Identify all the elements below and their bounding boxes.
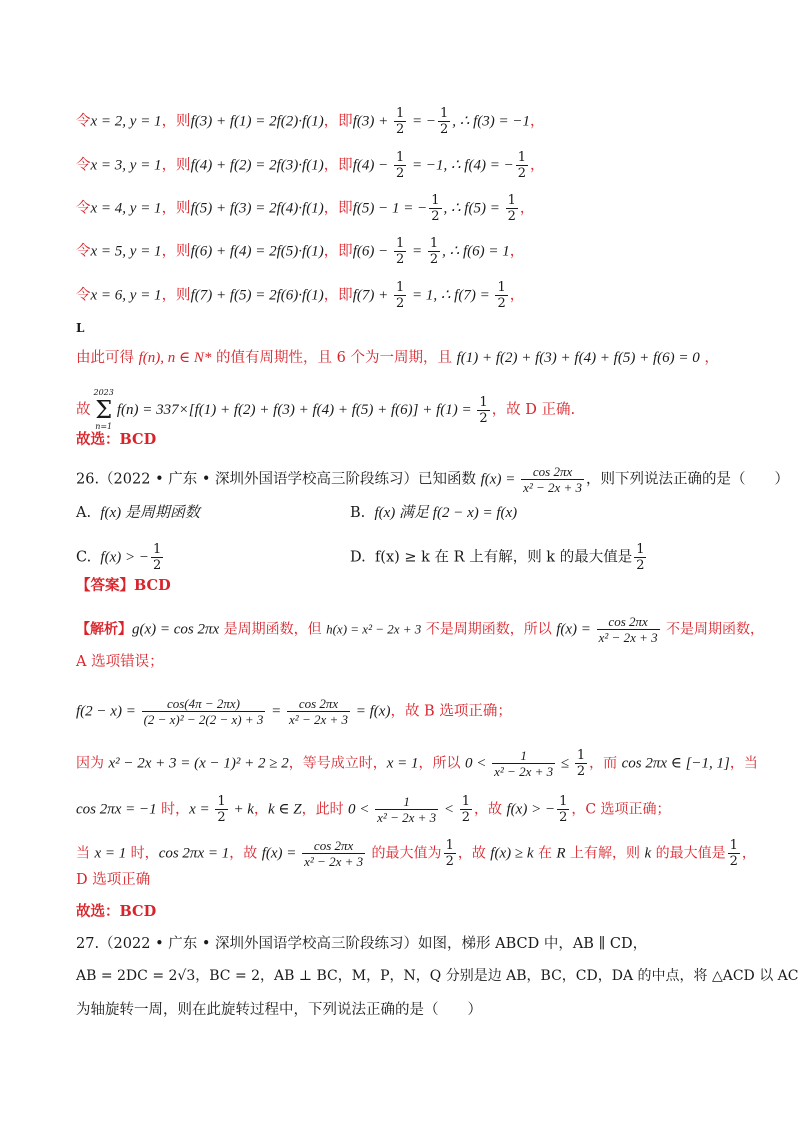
analysis-line-6 [76, 838, 756, 869]
analysis-l3-rhs: = f(x) [352, 703, 391, 720]
q26-option-c-fraction: $\frac{1}{2}$ [152, 542, 162, 573]
analysis-l6-d: cos 2πx = 1 [158, 845, 230, 862]
derivation-line [76, 236, 736, 267]
derivation-vars: x = 4, y = 1 [90, 200, 162, 217]
derivation-result-mid: = 1, ∴ f(7) = [408, 287, 494, 304]
sum-text-b: ，故 D 正确. [491, 402, 576, 418]
analysis-l5-fraction-2: $\frac{1}{\text{x² − 2x + 3}}$ [377, 794, 437, 825]
derivation-result-mid: , ∴ f(5) = [443, 200, 504, 217]
analysis-l4-a: 因为 [76, 755, 109, 772]
analysis-l6-g: 的最大值为 [367, 845, 442, 862]
periodicity-math-a: f(n), n ∈ N* [138, 350, 212, 366]
derivation-fraction-1: $\frac{1}{2}$ [395, 150, 405, 181]
derivation-end: ， [509, 243, 525, 260]
q26-stem-b: ，则下列说法正确的是（ ） [586, 471, 790, 488]
derivation-line [76, 280, 736, 311]
analysis-l4-m: x² − 2x + 3 = (x − 1)² + 2 ≥ 2 [108, 755, 289, 772]
analysis-l6-k: R [556, 845, 566, 862]
derivation-fraction-2: $\frac{1}{2}$ [440, 106, 449, 137]
derivation-equation: f(5) + f(3) = 2f(4)·f(1) [190, 200, 324, 217]
derivation-end: ， [529, 113, 545, 130]
q26-func-lhs: f(x) = [480, 471, 520, 488]
analysis-l5-b: 时， [156, 801, 190, 818]
derivation-fraction-2: $\frac{1}{2}$ [429, 236, 439, 267]
derivation-end: ， [529, 157, 545, 174]
analysis-l5-fraction-1: $\frac{1}{2}$ [217, 794, 226, 825]
analysis-l6-c: 时， [126, 845, 159, 862]
analysis-l1-b: 是周期函数，但 [219, 621, 327, 638]
analysis-line-7: D 选项正确 [76, 872, 151, 888]
derivation-prefix: 令 [76, 113, 91, 130]
derivation-sep: ，则 [161, 157, 191, 174]
analysis-l5-fraction-4: $\frac{1}{2}$ [559, 794, 568, 825]
derivation-sep2: ，即 [323, 200, 353, 217]
derivation-result-left: f(6) − [352, 243, 392, 260]
analysis-l3-lhs: f(2 − x) = [76, 703, 140, 720]
choose-25: 故选：BCD [76, 431, 157, 448]
analysis-l5-fraction-3: $\frac{1}{2}$ [461, 794, 471, 825]
analysis-l4-fraction-2: $\frac{1}{2}$ [576, 748, 586, 779]
stray-mark: L [76, 321, 85, 335]
derivation-conclusion: , ∴ f(3) = −1 [452, 113, 530, 130]
analysis-l1-e: f(x) = [556, 621, 595, 638]
derivation-fraction-1: $\frac{1}{2}$ [395, 280, 405, 311]
analysis-l1-f: 不是周期函数， [661, 621, 765, 638]
analysis-l3-tail: ，故 B 选项正确； [390, 703, 512, 720]
derivation-equation: f(4) + f(2) = 2f(3)·f(1) [190, 157, 324, 174]
q26-option-a: A. f(x) 是周期函数 [76, 505, 200, 521]
derivation-result-left: f(3) + [352, 113, 392, 130]
q26-options-row-1 [76, 503, 736, 523]
analysis-l3-fraction-1: $\frac{\cos(4\pi - 2\pi x)}{\text{(2 − x)² − 2(2 − x) + 3}}$ [143, 696, 264, 727]
analysis-l4-c: x = 1 [386, 755, 419, 772]
q26-answer: 【答案】BCD [76, 577, 171, 594]
q27-line-2: AB = 2DC = 2√3，BC = 2，AB ⊥ BC，M，P，N，Q 分别是边 AB，BC，CD，DA 的中点，将 △ACD 以 AC [76, 968, 799, 984]
derivation-vars: x = 2, y = 1 [90, 113, 162, 130]
sigma-symbol: 2023 Σ n=1 [93, 388, 114, 431]
derivation-line [76, 106, 736, 137]
analysis-l6-h: ，故 [457, 845, 491, 862]
derivation-sep2: ，即 [323, 157, 353, 174]
derivation-result-mid: = −1, ∴ f(4) = − [408, 157, 514, 174]
analysis-l4-f: ≤ [557, 755, 573, 772]
analysis-l6-m: k [644, 845, 652, 862]
analysis-l3-fraction-2: $\frac{\cos 2\pi x}{\text{x² − 2x + 3}}$ [289, 696, 349, 727]
derivation-prefix: 令 [76, 157, 91, 174]
analysis-l6-o: ， [741, 845, 756, 862]
analysis-h-def: h(x) = x² − 2x + 3 [326, 621, 422, 637]
analysis-l3-eq: = [267, 703, 286, 720]
analysis-l4-fraction-1: $\frac{1}{\text{x² − 2x + 3}}$ [494, 748, 554, 779]
analysis-l4-i: ，当 [729, 755, 758, 772]
analysis-l4-b: ，等号成立时， [288, 755, 387, 772]
analysis-l6-l: 上有解，则 [565, 845, 645, 862]
periodicity-text-a: 由此可得 [76, 350, 139, 366]
analysis-line-3 [76, 696, 736, 727]
derivation-fraction-2: $\frac{1}{2}$ [507, 193, 516, 224]
analysis-l6-e: ，故 [229, 845, 262, 862]
analysis-line-5 [76, 794, 736, 825]
derivation-fraction-1: $\frac{1}{2}$ [395, 236, 405, 267]
sum-math: f(n) = 337×[f(1) + f(2) + f(3) + f(4) + f(5) + f(6)] + f(1) = [116, 402, 476, 418]
periodicity-line [76, 348, 736, 368]
analysis-l4-h: cos 2πx ∈ [−1, 1] [621, 755, 730, 772]
derivation-line [76, 150, 736, 181]
analysis-line-1 [76, 614, 765, 645]
periodicity-math-b: f(1) + f(2) + f(3) + f(4) + f(5) + f(6) = 0 [456, 350, 700, 366]
analysis-l5-i: < [440, 801, 458, 818]
q26-options-row-2 [76, 542, 736, 573]
derivation-fraction-1: $\frac{1}{2}$ [395, 106, 405, 137]
sum-fraction: $\frac{1}{2}$ [479, 394, 488, 426]
analysis-tag: 【解析】 [76, 621, 132, 638]
analysis-l6-fraction-1: $\frac{\cos 2\pi x}{\text{x² − 2x + 3}}$ [304, 838, 364, 869]
derivation-sep2: ，即 [323, 287, 353, 304]
analysis-l4-e: 0 < [465, 755, 491, 772]
derivation-sep: ，则 [161, 243, 191, 260]
analysis-l5-a: cos 2πx = −1 [76, 801, 157, 818]
analysis-l4-d: ，所以 [418, 755, 465, 772]
derivation-line [76, 193, 736, 224]
sum-line [76, 388, 736, 432]
derivation-vars: x = 3, y = 1 [90, 157, 162, 174]
analysis-l5-l: ，C 选项正确； [571, 801, 671, 818]
analysis-l1-d: 不是周期函数，所以 [421, 621, 557, 638]
derivation-result-mid: = [408, 243, 426, 260]
analysis-l1-fraction: $\frac{\cos 2\pi x}{\text{x² − 2x + 3}}$ [598, 614, 658, 645]
analysis-l5-g: ，此时 [301, 801, 349, 818]
analysis-l4-g: ，而 [589, 755, 622, 772]
periodicity-text-c: ， [699, 350, 719, 366]
analysis-l6-j: 在 [533, 845, 557, 862]
q26-func-fraction: $\frac{\cos 2\pi x}{\text{x² − 2x + 3}}$ [523, 464, 583, 495]
q26-stem-a: 26.（2022 • 广东 • 深圳外国语学校高三阶段练习）已知函数 [76, 471, 481, 488]
analysis-l6-b: x = 1 [94, 845, 127, 862]
q26-option-d: D. f(x) ≥ k 在 R 上有解，则 k 的最大值是 $\frac{1}{2}$ [350, 542, 645, 573]
derivation-prefix: 令 [76, 287, 91, 304]
sum-text-a: 故 [76, 402, 91, 418]
q27-line-1: 27.（2022 • 广东 • 深圳外国语学校高三阶段练习）如图，梯形 ABCD 中，AB ∥ CD， [76, 936, 648, 952]
analysis-l5-e: ， [253, 801, 268, 818]
derivation-sep2: ，即 [323, 113, 353, 130]
derivation-sep: ，则 [161, 200, 191, 217]
derivation-sep: ，则 [161, 113, 191, 130]
analysis-l6-i: f(x) ≥ k [490, 845, 534, 862]
analysis-l5-h: 0 < [348, 801, 374, 818]
periodicity-text-b: 的值有周期性，且 6 个为一周期，且 [211, 350, 457, 366]
derivation-prefix: 令 [76, 243, 91, 260]
q27-line-3: 为轴旋转一周，则在此旋转过程中，下列说法正确的是（ ） [76, 1002, 482, 1018]
analysis-l6-a: 当 [76, 845, 95, 862]
derivation-vars: x = 5, y = 1 [90, 243, 162, 260]
derivation-equation: f(6) + f(4) = 2f(5)·f(1) [190, 243, 324, 260]
derivation-prefix: 令 [76, 200, 91, 217]
analysis-l5-j: ，故 [474, 801, 507, 818]
derivation-fraction-1: $\frac{1}{2}$ [431, 193, 440, 224]
analysis-l6-n: 的最大值是 [651, 845, 726, 862]
q26-option-d-fraction: $\frac{1}{2}$ [636, 542, 645, 573]
derivation-result-left: f(4) − [352, 157, 392, 174]
derivation-equation: f(7) + f(5) = 2f(6)·f(1) [190, 287, 324, 304]
analysis-choose: 故选：BCD [76, 903, 157, 920]
q26-stem [76, 464, 790, 495]
q26-option-b: B. f(x) 满足 f(2 − x) = f(x) [350, 505, 518, 521]
derivation-end: ， [519, 200, 535, 217]
analysis-l6-f: f(x) = [261, 845, 301, 862]
derivation-end: ， [509, 287, 525, 304]
analysis-l5-k: f(x) > − [506, 801, 556, 818]
derivation-vars: x = 6, y = 1 [90, 287, 162, 304]
analysis-l5-c: x = [189, 801, 214, 818]
analysis-l5-f: k ∈ Z [267, 801, 302, 818]
derivation-sep2: ，即 [323, 243, 353, 260]
derivation-fraction-2: $\frac{1}{2}$ [517, 150, 526, 181]
derivation-result-left: f(7) + [352, 287, 392, 304]
derivation-equation: f(3) + f(1) = 2f(2)·f(1) [190, 113, 324, 130]
derivation-conclusion: , ∴ f(6) = 1 [442, 243, 510, 260]
derivation-fraction-2: $\frac{1}{2}$ [497, 280, 506, 311]
derivation-result-mid: = − [408, 113, 436, 130]
analysis-l6-fraction-2: $\frac{1}{2}$ [445, 838, 454, 869]
q26-option-c: C. f(x) > − $\frac{1}{2}$ [76, 542, 162, 573]
analysis-g-def: g(x) = cos 2πx [132, 621, 220, 638]
analysis-line-2: A 选项错误； [76, 654, 164, 670]
derivation-sep: ，则 [161, 287, 191, 304]
analysis-l6-fraction-3: $\frac{1}{2}$ [729, 838, 738, 869]
derivation-result-left: f(5) − 1 = − [352, 200, 428, 217]
analysis-line-4 [76, 748, 758, 779]
analysis-l5-d: + k [229, 801, 254, 818]
